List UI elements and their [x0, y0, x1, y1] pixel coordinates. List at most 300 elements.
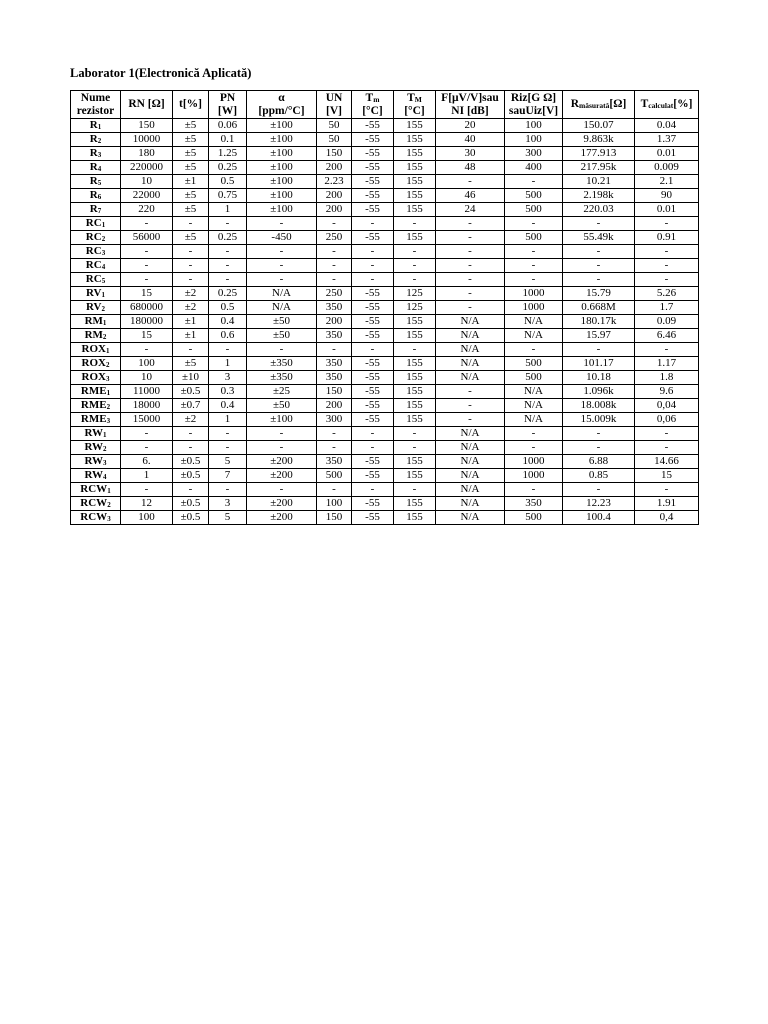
table-cell: 177.913 [563, 147, 635, 161]
table-cell: N/A [436, 497, 505, 511]
table-cell: - [173, 343, 209, 357]
table-cell: - [394, 245, 436, 259]
table-cell: 0.25 [209, 161, 247, 175]
table-cell: N/A [436, 371, 505, 385]
resistor-name-cell: $R_1$ [71, 119, 121, 133]
table-cell: - [317, 259, 352, 273]
table-cell: 1.25 [209, 147, 247, 161]
table-cell: 500 [505, 189, 563, 203]
table-cell: - [394, 427, 436, 441]
table-cell: 5 [209, 455, 247, 469]
table-cell: - [173, 259, 209, 273]
table-cell: 15.009k [563, 413, 635, 427]
table-row [71, 329, 699, 343]
table-cell: 155 [394, 329, 436, 343]
table-cell: ±200 [247, 469, 317, 483]
table-cell: 1.91 [635, 497, 699, 511]
table-cell: 3 [209, 371, 247, 385]
table-cell: ±1 [173, 329, 209, 343]
table-cell: ±200 [247, 497, 317, 511]
table-cell: - [247, 217, 317, 231]
table-cell: N/A [436, 469, 505, 483]
table-cell: ±25 [247, 385, 317, 399]
table-cell: - [394, 343, 436, 357]
table-header-row [71, 91, 699, 119]
table-cell: - [247, 273, 317, 287]
table-row [71, 441, 699, 455]
table-cell: 1000 [505, 455, 563, 469]
table-cell: - [352, 245, 394, 259]
table-cell: 350 [317, 455, 352, 469]
table-cell: - [352, 441, 394, 455]
table-cell: 200 [317, 315, 352, 329]
table-cell: 155 [394, 203, 436, 217]
resistor-table [70, 90, 699, 525]
table-cell: ±50 [247, 329, 317, 343]
table-cell: ±100 [247, 189, 317, 203]
table-cell: 0.009 [635, 161, 699, 175]
table-cell: 0.4 [209, 399, 247, 413]
table-row [71, 511, 699, 525]
resistor-name-cell: $RV_1$ [71, 287, 121, 301]
table-cell: 0,06 [635, 413, 699, 427]
table-cell: 9.6 [635, 385, 699, 399]
table-cell: - [563, 273, 635, 287]
column-header: UN [V] [317, 91, 352, 119]
table-cell: - [352, 259, 394, 273]
resistor-name-cell: $RME_2$ [71, 399, 121, 413]
table-cell: 1000 [505, 287, 563, 301]
table-cell: 1.17 [635, 357, 699, 371]
table-cell: -55 [352, 455, 394, 469]
resistor-name-cell: $RC_1$ [71, 217, 121, 231]
table-cell: 0.3 [209, 385, 247, 399]
table-cell: 15000 [121, 413, 173, 427]
table-cell: 0.75 [209, 189, 247, 203]
table-cell: - [635, 245, 699, 259]
table-cell: 2.23 [317, 175, 352, 189]
table-cell: ±100 [247, 175, 317, 189]
table-row [71, 231, 699, 245]
table-cell: 100.4 [563, 511, 635, 525]
resistor-name-cell: $RW_3$ [71, 455, 121, 469]
table-cell: - [317, 427, 352, 441]
table-row [71, 133, 699, 147]
table-cell: 55.49k [563, 231, 635, 245]
table-cell: 6. [121, 455, 173, 469]
table-cell: 6.88 [563, 455, 635, 469]
table-cell: - [635, 483, 699, 497]
table-cell: 200 [317, 399, 352, 413]
table-cell: 150 [317, 385, 352, 399]
table-cell: 50 [317, 119, 352, 133]
table-cell: -55 [352, 203, 394, 217]
table-cell: 30 [436, 147, 505, 161]
table-cell: 155 [394, 119, 436, 133]
table-cell: ±0.5 [173, 469, 209, 483]
table-cell: N/A [436, 483, 505, 497]
table-row [71, 175, 699, 189]
table-cell: ±2 [173, 301, 209, 315]
table-cell: 0.1 [209, 133, 247, 147]
resistor-name-cell: $RC_2$ [71, 231, 121, 245]
table-row [71, 357, 699, 371]
table-cell: - [563, 483, 635, 497]
column-header: t[%] [173, 91, 209, 119]
table-cell: 155 [394, 511, 436, 525]
table-row [71, 161, 699, 175]
table-cell: 150 [317, 511, 352, 525]
table-cell: 180 [121, 147, 173, 161]
table-row [71, 343, 699, 357]
table-cell: 400 [505, 161, 563, 175]
table-cell: - [436, 273, 505, 287]
table-cell: - [317, 217, 352, 231]
table-cell: 220.03 [563, 203, 635, 217]
table-cell: 10000 [121, 133, 173, 147]
table-cell: 5 [209, 511, 247, 525]
table-cell: - [352, 427, 394, 441]
table-cell: - [436, 245, 505, 259]
table-row [71, 119, 699, 133]
table-cell: - [247, 427, 317, 441]
table-cell: ±5 [173, 133, 209, 147]
table-cell: 90 [635, 189, 699, 203]
table-cell: - [209, 441, 247, 455]
table-row [71, 245, 699, 259]
table-cell: ±5 [173, 357, 209, 371]
table-cell: 250 [317, 287, 352, 301]
table-cell: 155 [394, 469, 436, 483]
table-cell: N/A [505, 329, 563, 343]
table-cell: - [317, 483, 352, 497]
table-cell: -55 [352, 371, 394, 385]
table-cell: 101.17 [563, 357, 635, 371]
table-cell: N/A [436, 455, 505, 469]
table-row [71, 203, 699, 217]
resistor-name-cell: $RV_2$ [71, 301, 121, 315]
table-cell: 12.23 [563, 497, 635, 511]
column-header: Rmăsurată[Ω] [563, 91, 635, 119]
table-cell: ±5 [173, 119, 209, 133]
table-cell: N/A [436, 441, 505, 455]
table-cell: ±100 [247, 203, 317, 217]
table-cell: -55 [352, 287, 394, 301]
table-cell: 10.18 [563, 371, 635, 385]
table-cell: ±2 [173, 287, 209, 301]
table-cell: - [436, 217, 505, 231]
table-cell: 3 [209, 497, 247, 511]
table-cell: 0,4 [635, 511, 699, 525]
table-cell: - [436, 259, 505, 273]
column-header: TM [°C] [394, 91, 436, 119]
resistor-name-cell: $RCW_2$ [71, 497, 121, 511]
table-cell: 300 [317, 413, 352, 427]
table-cell: 155 [394, 315, 436, 329]
table-cell: ±350 [247, 371, 317, 385]
page-title: Laborator 1(Electronică Aplicată) [70, 66, 252, 80]
table-cell: 1 [209, 203, 247, 217]
table-cell: -55 [352, 469, 394, 483]
table-cell: 1000 [505, 469, 563, 483]
table-cell: - [247, 245, 317, 259]
table-cell: 40 [436, 133, 505, 147]
table-cell: - [436, 175, 505, 189]
table-cell: 24 [436, 203, 505, 217]
table-cell: - [394, 483, 436, 497]
table-cell: - [394, 273, 436, 287]
table-cell: -450 [247, 231, 317, 245]
table-cell: 155 [394, 371, 436, 385]
table-cell: 500 [505, 357, 563, 371]
table-cell: - [121, 483, 173, 497]
table-row [71, 427, 699, 441]
table-cell: 155 [394, 413, 436, 427]
table-cell: 350 [317, 371, 352, 385]
table-cell: 155 [394, 357, 436, 371]
table-cell: -55 [352, 133, 394, 147]
table-cell: 155 [394, 231, 436, 245]
table-cell: 0.04 [635, 119, 699, 133]
table-row [71, 399, 699, 413]
table-cell: -55 [352, 189, 394, 203]
table-cell: - [436, 399, 505, 413]
table-cell: - [436, 231, 505, 245]
table-cell: 0.5 [209, 175, 247, 189]
resistor-name-cell: $RW_1$ [71, 427, 121, 441]
table-cell: 2.198k [563, 189, 635, 203]
table-cell: - [209, 483, 247, 497]
table-cell: - [209, 427, 247, 441]
table-cell: 350 [317, 329, 352, 343]
table-cell: -55 [352, 329, 394, 343]
table-cell: -55 [352, 175, 394, 189]
table-cell: 2.1 [635, 175, 699, 189]
table-cell: - [247, 483, 317, 497]
table-cell: 150 [317, 147, 352, 161]
table-cell: N/A [436, 329, 505, 343]
table-cell: 680000 [121, 301, 173, 315]
table-cell: 155 [394, 147, 436, 161]
table-cell: 350 [505, 497, 563, 511]
table-cell: - [209, 259, 247, 273]
table-cell: 500 [505, 203, 563, 217]
resistor-name-cell: $RME_1$ [71, 385, 121, 399]
table-cell: N/A [436, 343, 505, 357]
table-cell: 100 [505, 133, 563, 147]
table-cell: 500 [317, 469, 352, 483]
table-cell: - [505, 343, 563, 357]
table-cell: - [317, 273, 352, 287]
table-row [71, 147, 699, 161]
column-header: PN [W] [209, 91, 247, 119]
table-cell: 1 [209, 357, 247, 371]
table-cell: 0.5 [209, 301, 247, 315]
resistor-name-cell: $R_7$ [71, 203, 121, 217]
table-row [71, 385, 699, 399]
table-cell: 100 [121, 511, 173, 525]
table-cell: - [635, 427, 699, 441]
table-cell: 1.37 [635, 133, 699, 147]
table-cell: -55 [352, 315, 394, 329]
table-cell: - [505, 441, 563, 455]
resistor-name-cell: $RCW_3$ [71, 511, 121, 525]
table-cell: - [352, 483, 394, 497]
table-cell: 15 [121, 287, 173, 301]
table-cell: - [505, 483, 563, 497]
table-cell: N/A [247, 287, 317, 301]
table-cell: ±5 [173, 147, 209, 161]
table-cell: -55 [352, 497, 394, 511]
column-header: RN [Ω] [121, 91, 173, 119]
table-cell: - [635, 259, 699, 273]
table-cell: - [505, 245, 563, 259]
table-cell: 20 [436, 119, 505, 133]
table-body [71, 119, 699, 525]
table-cell: ±0.5 [173, 497, 209, 511]
table-row [71, 273, 699, 287]
table-cell: 180.17k [563, 315, 635, 329]
table-cell: 7 [209, 469, 247, 483]
table-cell: 22000 [121, 189, 173, 203]
table-cell: 150.07 [563, 119, 635, 133]
table-cell: - [121, 217, 173, 231]
resistor-name-cell: $RW_4$ [71, 469, 121, 483]
table-cell: - [635, 441, 699, 455]
table-cell: N/A [436, 315, 505, 329]
table-cell: ±100 [247, 413, 317, 427]
table-cell: -55 [352, 385, 394, 399]
table-cell: - [317, 245, 352, 259]
table-cell: - [317, 441, 352, 455]
resistor-name-cell: $ROX_2$ [71, 357, 121, 371]
table-cell: 155 [394, 399, 436, 413]
column-header: Tcalculat[%] [635, 91, 699, 119]
table-cell: 220 [121, 203, 173, 217]
table-cell: -55 [352, 231, 394, 245]
table-cell: - [563, 245, 635, 259]
table-cell: - [394, 259, 436, 273]
resistor-name-cell: $ROX_1$ [71, 343, 121, 357]
table-cell: - [209, 273, 247, 287]
resistor-name-cell: $RC_3$ [71, 245, 121, 259]
table-cell: ±1 [173, 315, 209, 329]
table-cell: 0.4 [209, 315, 247, 329]
table-cell: 300 [505, 147, 563, 161]
resistor-name-cell: $RC_4$ [71, 259, 121, 273]
table-cell: 1.7 [635, 301, 699, 315]
table-cell: - [121, 441, 173, 455]
table-cell: - [394, 441, 436, 455]
resistor-name-cell: $RM_2$ [71, 329, 121, 343]
table-row [71, 483, 699, 497]
resistor-name-cell: $RME_3$ [71, 413, 121, 427]
table-cell: 0,04 [635, 399, 699, 413]
table-cell: 220000 [121, 161, 173, 175]
table-cell: - [121, 273, 173, 287]
table-cell: 217.95k [563, 161, 635, 175]
table-cell: - [209, 245, 247, 259]
table-cell: ±1 [173, 175, 209, 189]
table-row [71, 497, 699, 511]
table-cell: -55 [352, 511, 394, 525]
table-cell: 9.863k [563, 133, 635, 147]
table-cell: 0.6 [209, 329, 247, 343]
resistor-name-cell: $ROX_3$ [71, 371, 121, 385]
column-header: Tm [°C] [352, 91, 394, 119]
table-cell: 125 [394, 287, 436, 301]
table-cell: ±350 [247, 357, 317, 371]
table-cell: 0.01 [635, 203, 699, 217]
table-cell: - [173, 483, 209, 497]
table-cell: 1 [209, 413, 247, 427]
table-row [71, 217, 699, 231]
table-cell: ±0.5 [173, 511, 209, 525]
resistor-name-cell: $RM_1$ [71, 315, 121, 329]
table-row [71, 189, 699, 203]
table-cell: 155 [394, 161, 436, 175]
table-cell: 1.8 [635, 371, 699, 385]
table-cell: 155 [394, 455, 436, 469]
table-cell: - [635, 217, 699, 231]
table-cell: ±0.5 [173, 385, 209, 399]
column-header: F[μV/V]sau NI [dB] [436, 91, 505, 119]
table-cell: -55 [352, 399, 394, 413]
table-cell: N/A [505, 399, 563, 413]
table-cell: - [173, 427, 209, 441]
table-cell: 0.09 [635, 315, 699, 329]
table-cell: 155 [394, 133, 436, 147]
table-cell: 0.85 [563, 469, 635, 483]
table-cell: N/A [505, 315, 563, 329]
table-cell: - [121, 343, 173, 357]
table-cell: 0.668M [563, 301, 635, 315]
table-cell: 56000 [121, 231, 173, 245]
table-cell: 15 [121, 329, 173, 343]
table-cell: - [635, 343, 699, 357]
table-row [71, 315, 699, 329]
table-cell: 1 [121, 469, 173, 483]
table-cell: - [317, 343, 352, 357]
table-cell: ±2 [173, 413, 209, 427]
column-header: Riz[G Ω] sauUiz[V] [505, 91, 563, 119]
table-cell: 100 [121, 357, 173, 371]
table-cell: - [352, 273, 394, 287]
resistor-name-cell: $R_2$ [71, 133, 121, 147]
table-cell: 11000 [121, 385, 173, 399]
table-cell: ±200 [247, 511, 317, 525]
table-row [71, 413, 699, 427]
table-cell: ±200 [247, 455, 317, 469]
resistor-name-cell: $R_3$ [71, 147, 121, 161]
table-cell: 100 [505, 119, 563, 133]
table-cell: 0.91 [635, 231, 699, 245]
table-cell: 250 [317, 231, 352, 245]
table-cell: N/A [436, 511, 505, 525]
table-cell: 5.26 [635, 287, 699, 301]
table-cell: - [173, 441, 209, 455]
table-cell: N/A [247, 301, 317, 315]
table-cell: 155 [394, 189, 436, 203]
table-cell: - [173, 217, 209, 231]
table-cell: 100 [317, 497, 352, 511]
table-cell: ±5 [173, 189, 209, 203]
table-cell: - [563, 217, 635, 231]
table-cell: - [505, 217, 563, 231]
column-header: α [ppm/°C] [247, 91, 317, 119]
table-cell: ±5 [173, 231, 209, 245]
table-cell: - [505, 427, 563, 441]
